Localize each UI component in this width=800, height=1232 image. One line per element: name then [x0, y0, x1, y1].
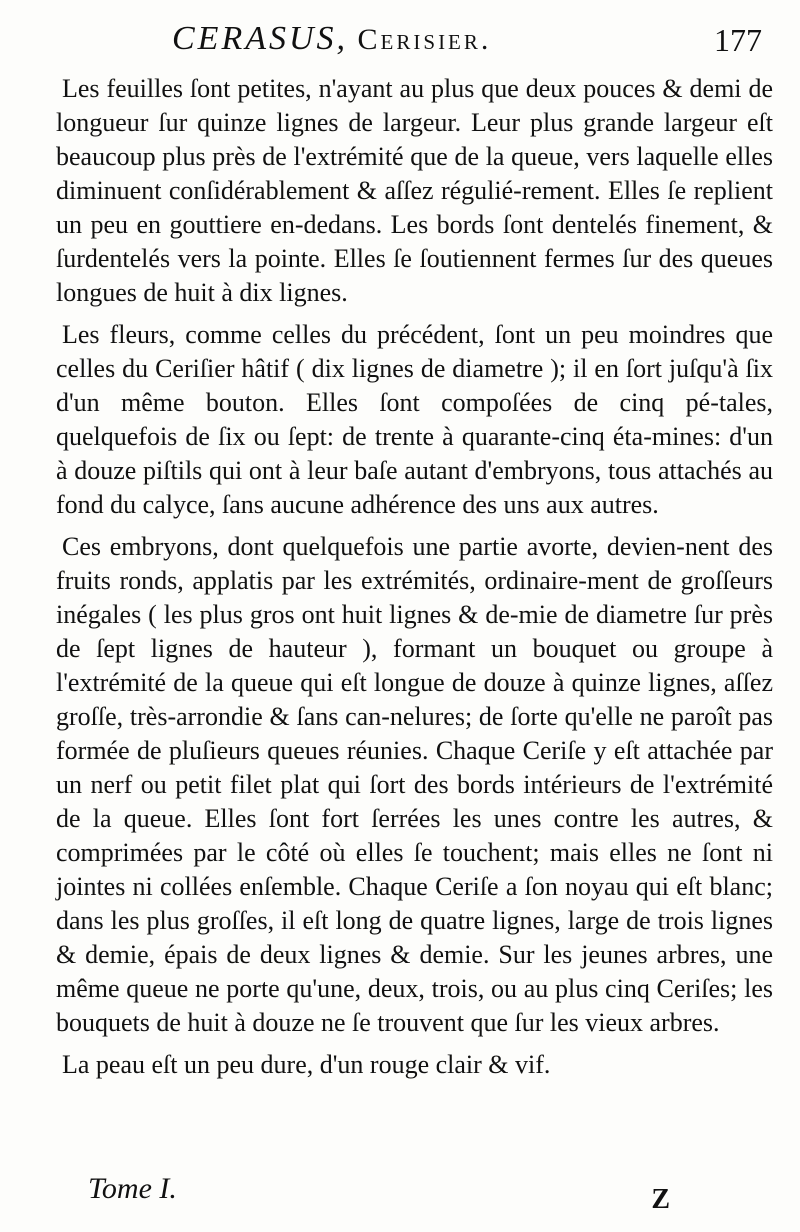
running-head [172, 20, 491, 58]
paragraph-flowers: Les fleurs, comme celles du précédent, ſont un peu moindres que celles du Ceriſier hâtif ( dix lignes de diametre ); il en ſort juſqu'à ſix d'un même bouton. Elles ſont compoſées de cinq pé-tales, quelquefois de ſix ou ſept: de trente à quarante-cinq éta-mines: d'un à douze piſtils qui ont à leur baſe autant d'embryons, tous attachés au fond du calyce, ſans aucune adhérence des uns aux autres. [56, 320, 773, 519]
page-footer [88, 1166, 670, 1216]
running-head-common-name: Cerisier. [357, 23, 492, 56]
paragraph-fruits: Ces embryons, dont quelquefois une partie avorte, devien-nent des fruits ronds, applatis par les extrémités, ordinaire-ment de groſſeurs inégales ( les plus gros ont huit lignes & de-mie de diametre ſur près de ſept lignes de hauteur ), formant un bouquet ou groupe à l'extrémité de la queue qui eſt longue de douze à quinze lignes, aſſez groſſe, très-arrondie & ſans can-nelures; de ſorte qu'elle ne paroît pas formée de pluſieurs queues réunies. Chaque Ceriſe y eſt attachée par un nerf ou petit filet plat qui ſort des bords intérieurs de l'extrémité de la queue. Elles ſont fort ſerrées les unes contre les autres, & comprimées par le côté où elles ſe touchent; mais elles ne ſont ni jointes ni collées enſemble. Chaque Ceriſe a ſon noyau qui eſt blanc; dans les plus groſſes, il eſt long de quatre lignes, large de trois lignes & demie, épais de deux lignes & demie. Sur les jeunes arbres, une même queue ne porte qu'une, deux, trois, ou au plus cinq Ceriſes; les bouquets de huit à douze ne ſe trouvent que ſur les vieux arbres. [56, 532, 773, 1037]
paragraph-skin: La peau eſt un peu dure, d'un rouge clair & vif. [62, 1050, 551, 1079]
volume-label: Tome I. [88, 1172, 177, 1205]
paragraph-leaves: Les feuilles ſont petites, n'ayant au plus que deux pouces & demi de longueur ſur quinze lignes de largeur. Leur plus grande largeur eſt beaucoup plus près de l'extrémité que de la queue, vers laquelle elles diminuent conſidérablement & aſſez régulié-rement. Elles ſe replient un peu en gouttiere en-dedans. Les bords ſont dentelés finement, & ſurdentelés vers la pointe. Elles ſe ſoutiennent fermes ſur des queues longues de huit à dix lignes. [56, 74, 773, 307]
page-header [60, 20, 770, 66]
signature-mark: Z [651, 1184, 670, 1215]
body-text [56, 72, 773, 1082]
page-number: 177 [714, 22, 762, 58]
running-head-genus: CERASUS, [172, 20, 349, 57]
